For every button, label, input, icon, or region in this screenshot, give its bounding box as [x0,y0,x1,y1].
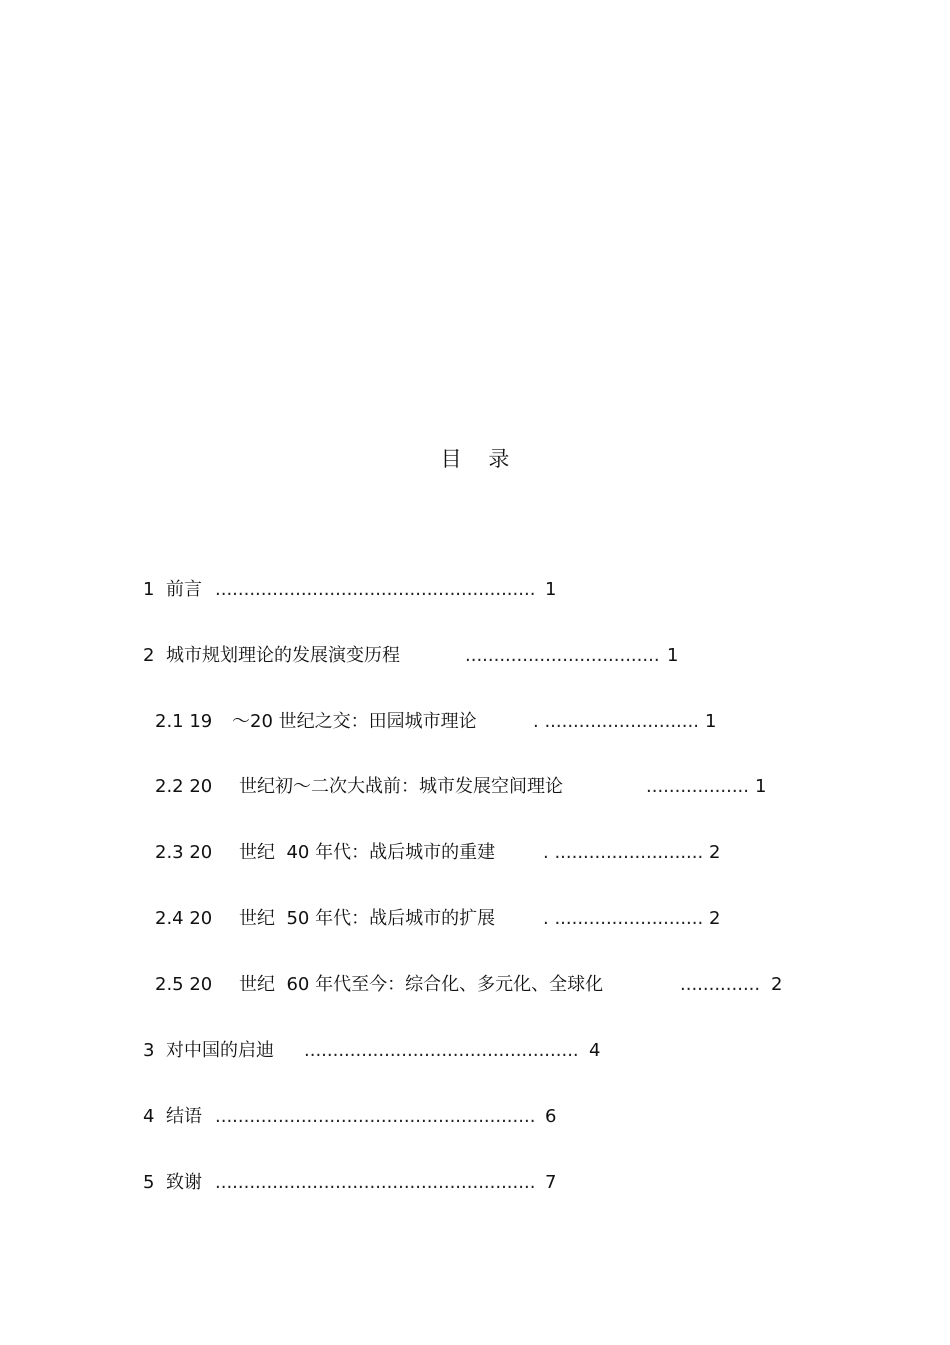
toc-page-number: 1 [755,776,767,797]
toc-number: 3 [143,1040,155,1061]
page-title: 目 录 [440,447,510,471]
toc-heading: 对中国的启迪 [166,1040,274,1061]
toc-number: 4 [143,1106,155,1127]
toc-page-number: 6 [545,1106,557,1127]
toc-heading: 城市规划理论的发展演变历程 [166,645,400,666]
toc-leader: .............. [680,974,761,995]
toc-heading: 世纪 40 年代：战后城市的重建 [239,842,496,863]
toc-leader: ................................................ [304,1040,579,1061]
toc-leader: . ........................... [533,711,699,732]
toc-page-number: 1 [545,579,557,600]
toc-leader: ........................................................ [215,1106,536,1127]
toc-heading: 致谢 [166,1172,202,1193]
toc-heading: 世纪 50 年代：战后城市的扩展 [239,908,496,929]
toc-page-number: 2 [709,908,721,929]
toc-page-number: 2 [709,842,721,863]
toc-page-number: 1 [667,645,679,666]
toc-page-number: 2 [771,974,783,995]
toc-heading: 世纪 60 年代至今：综合化、多元化、全球化 [239,974,604,995]
toc-page-number: 4 [589,1040,601,1061]
toc-leader: . .......................... [543,842,704,863]
toc-leader: .................................. [465,645,660,666]
toc-number: 5 [143,1172,155,1193]
toc-number: 2.4 20 [155,908,213,929]
toc-page-number: 7 [545,1172,557,1193]
toc-number: 2.3 20 [155,842,213,863]
toc-leader: .................. [646,776,749,797]
toc-heading: 前言 [166,579,202,600]
toc-heading: 结语 [166,1106,202,1127]
toc-leader: ........................................................ [215,579,536,600]
toc-number: 2.2 20 [155,776,213,797]
toc-heading: 世纪初～二次大战前：城市发展空间理论 [239,776,563,797]
toc-number: 2 [143,645,155,666]
toc-leader: . .......................... [543,908,704,929]
toc-leader: ........................................................ [215,1172,536,1193]
toc-number: 1 [143,579,155,600]
toc-page-number: 1 [705,711,717,732]
toc-number: 2.1 19 [155,711,213,732]
toc-heading: ～20 世纪之交：田园城市理论 [232,711,477,732]
toc-number: 2.5 20 [155,974,213,995]
